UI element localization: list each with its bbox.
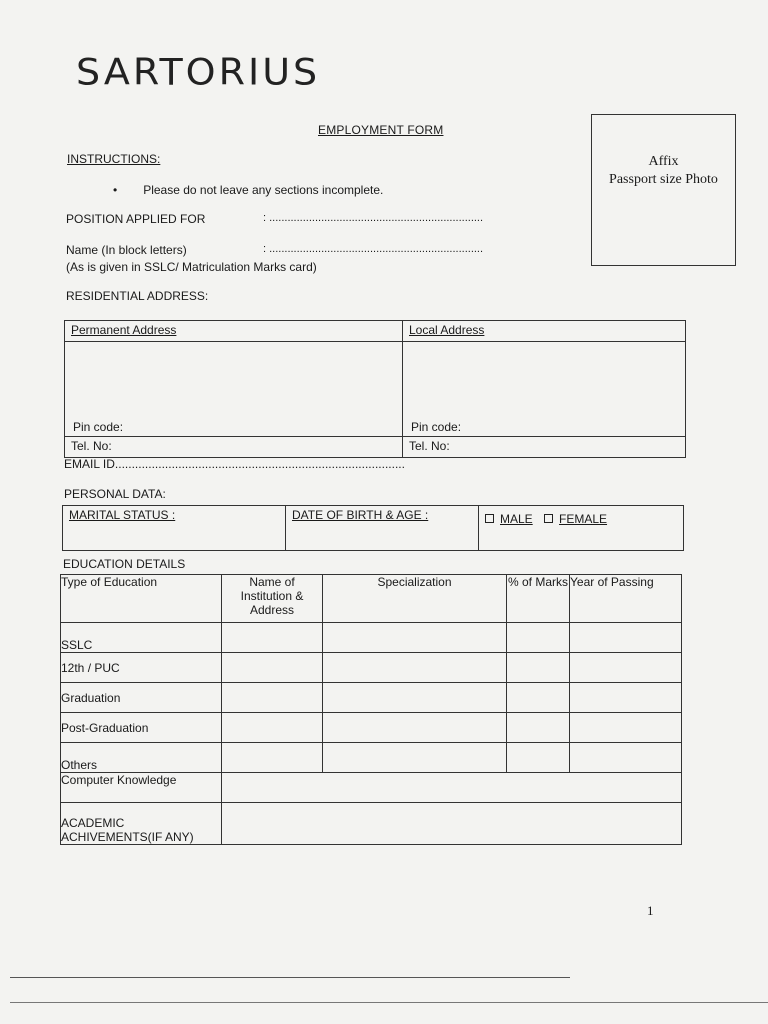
table-row [61,713,682,743]
institution-cell[interactable] [222,653,323,683]
local-pin-label: Pin code: [411,420,462,434]
table-row [61,623,682,653]
male-checkbox[interactable] [485,514,494,523]
row-label-others: Others [61,743,222,773]
institution-cell[interactable] [222,623,323,653]
col-specialization-header: Specialization [323,575,507,623]
academic-achievements-label: ACADEMIC ACHIVEMENTS(IF ANY) [61,803,222,845]
col-marks-header: % of Marks [507,575,570,623]
footer-divider-bottom [10,1002,768,1003]
permanent-address-header: Permanent Address [65,321,403,342]
row-label-graduation: Graduation [61,683,222,713]
specialization-cell[interactable] [323,653,507,683]
marital-status-field[interactable] [63,506,286,551]
female-checkbox[interactable] [544,514,553,523]
email-field[interactable]: EMAIL ID....................................................................................... [64,457,405,471]
position-field[interactable]: : ...................................................................... [263,212,484,224]
name-field[interactable]: : ...................................................................... [263,243,484,255]
name-label: Name (In block letters) [66,243,187,257]
form-title: EMPLOYMENT FORM [318,123,444,137]
marks-cell[interactable] [507,683,570,713]
residential-heading: RESIDENTIAL ADDRESS: [66,289,209,303]
marks-cell[interactable] [507,653,570,683]
gender-field [479,506,684,551]
local-address-header: Local Address [403,321,686,342]
specialization-cell[interactable] [323,713,507,743]
table-row [61,653,682,683]
row-label-sslc: SSLC [61,623,222,653]
academic-achievements-field[interactable] [222,803,682,845]
institution-cell[interactable] [222,743,323,773]
col-year-header: Year of Passing [570,575,682,623]
year-cell[interactable] [570,743,682,773]
passport-photo-box[interactable] [591,114,736,266]
bullet-icon: • [113,183,118,197]
row-label-puc: 12th / PUC [61,653,222,683]
footer-divider [10,977,570,978]
dob-age-field[interactable] [286,506,479,551]
academic-achievements-row [61,803,682,845]
year-cell[interactable] [570,683,682,713]
year-cell[interactable] [570,713,682,743]
address-table [64,320,686,458]
computer-knowledge-row [61,773,682,803]
dob-age-label: DATE OF BIRTH & AGE : [292,508,429,522]
page-number: 1 [647,903,654,918]
education-header-row [61,575,682,623]
permanent-address-field[interactable] [65,342,403,437]
marks-cell[interactable] [507,743,570,773]
specialization-cell[interactable] [323,683,507,713]
local-address-field[interactable] [403,342,686,437]
marital-status-label: MARITAL STATUS : [69,508,176,522]
specialization-cell[interactable] [323,743,507,773]
col-institution-header: Name of Institution & Address [222,575,323,623]
instruction-text: Please do not leave any sections incomplete. [143,183,384,197]
marks-cell[interactable] [507,713,570,743]
table-row [61,683,682,713]
female-label: FEMALE [559,512,608,526]
local-tel-label: Tel. No: [409,439,450,453]
marks-cell[interactable] [507,623,570,653]
photo-box-line1: Affix [648,154,679,169]
permanent-tel-label: Tel. No: [71,439,112,453]
row-label-post-graduation: Post-Graduation [61,713,222,743]
personal-data-heading: PERSONAL DATA: [64,487,166,501]
position-label: POSITION APPLIED FOR [66,212,206,226]
male-label: MALE [500,512,533,526]
computer-knowledge-label: Computer Knowledge [61,773,222,803]
table-row [61,743,682,773]
col-type-header: Type of Education [61,575,222,623]
specialization-cell[interactable] [323,623,507,653]
personal-data-table [62,505,684,551]
photo-box-line2: Passport size Photo [609,172,718,187]
local-tel-field[interactable] [403,437,686,458]
instructions-heading: INSTRUCTIONS: [67,152,161,166]
education-heading: EDUCATION DETAILS [63,557,186,571]
company-logo: SARTORIUS [76,51,321,93]
education-table [60,574,682,845]
year-cell[interactable] [570,623,682,653]
permanent-tel-field[interactable] [65,437,403,458]
instruction-item [113,183,383,197]
permanent-pin-label: Pin code: [73,420,124,434]
computer-knowledge-field[interactable] [222,773,682,803]
name-note: (As is given in SSLC/ Matriculation Marks card) [66,260,317,274]
year-cell[interactable] [570,653,682,683]
institution-cell[interactable] [222,683,323,713]
institution-cell[interactable] [222,713,323,743]
